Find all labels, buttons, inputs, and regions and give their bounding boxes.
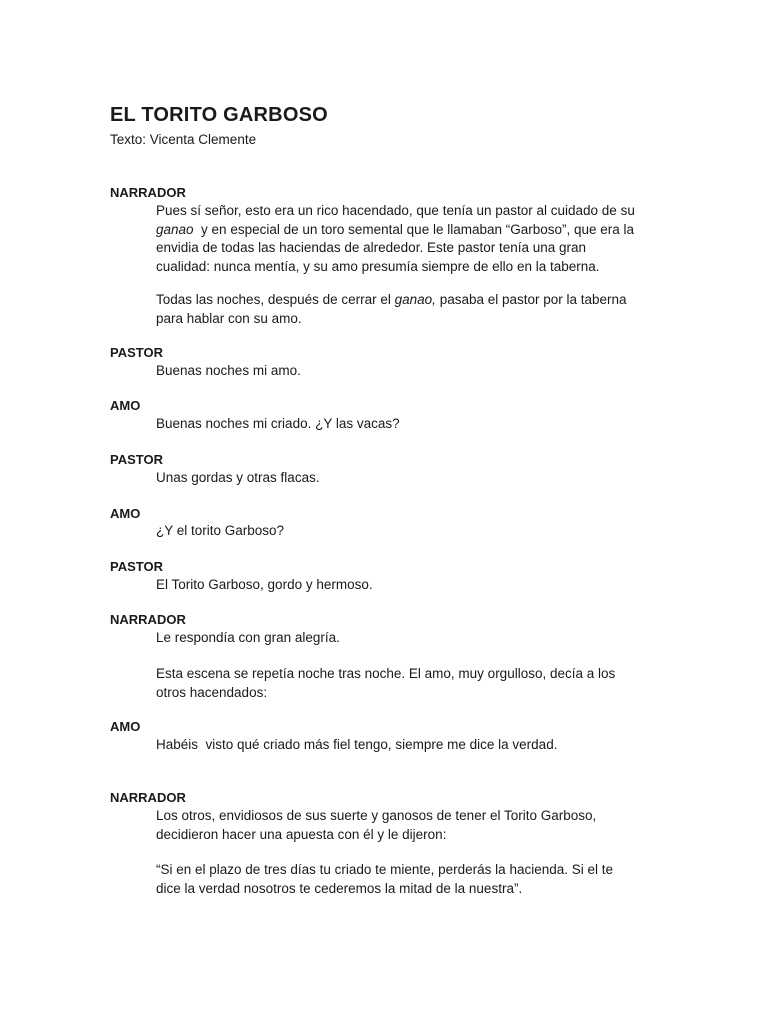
text-run: envidia de todas las haciendas de alrededor. Este pastor tenía una gran	[156, 240, 587, 255]
speaker-label: AMO	[110, 398, 141, 413]
text-run: El Torito Garboso, gordo y hermoso.	[156, 577, 373, 592]
text-run: y en especial de un toro semental que le llamaban “Garboso”, que era la	[193, 221, 635, 237]
text-line	[156, 880, 668, 899]
dialogue-paragraph	[156, 861, 668, 898]
text-line	[156, 629, 668, 648]
text-run: Habéis visto qué criado más fiel tengo, siempre me dice la verdad.	[156, 737, 558, 752]
text-line	[156, 665, 668, 684]
text-run: Buenas noches mi criado. ¿Y las vacas?	[156, 416, 400, 431]
dialogue-paragraph	[156, 736, 668, 755]
document-title: EL TORITO GARBOSO	[110, 104, 328, 126]
italic-text-run: ganao,	[394, 292, 436, 307]
speaker-label: NARRADOR	[110, 185, 186, 200]
dialogue-paragraph	[156, 807, 668, 844]
text-line	[156, 469, 668, 488]
dialogue-paragraph	[156, 576, 668, 595]
speaker-label: AMO	[110, 719, 141, 734]
text-run: pasaba el pastor por la taberna	[435, 292, 627, 307]
speaker-label: PASTOR	[110, 345, 163, 360]
speaker-label: PASTOR	[110, 559, 163, 574]
text-run: cualidad: nunca mentía, y su amo presumía siempre de ello en la taberna.	[156, 258, 600, 274]
text-line	[156, 861, 668, 880]
text-run: ¿Y el torito Garboso?	[156, 523, 285, 538]
text-line	[156, 310, 668, 329]
text-line	[156, 202, 668, 221]
text-line	[156, 576, 668, 595]
document-subtitle: Texto: Vicenta Clemente	[110, 132, 257, 147]
dialogue-paragraph	[156, 665, 668, 702]
text-line	[156, 221, 668, 240]
text-run: dice la verdad nosotros te cederemos la mitad de la nuestra”.	[156, 880, 523, 896]
dialogue-paragraph	[156, 522, 668, 541]
text-run: Buenas noches mi amo.	[156, 363, 301, 378]
text-line	[156, 239, 668, 258]
text-run: Pues sí señor, esto era un rico hacendado, que tenía un pastor al cuidado de su	[156, 203, 635, 218]
text-line	[156, 291, 668, 310]
dialogue-paragraph	[156, 202, 668, 276]
speaker-label: AMO	[110, 506, 141, 521]
text-line	[156, 736, 668, 755]
text-run: “Si en el plazo de tres días tu criado te miente, perderás la hacienda. Si el te	[156, 862, 614, 877]
text-run: Esta escena se repetía noche tras noche. El amo, muy orgulloso, decía a los	[156, 666, 616, 681]
speaker-label: PASTOR	[110, 452, 163, 467]
text-run: Unas gordas y otras flacas.	[156, 470, 320, 485]
text-run: Le respondía con gran alegría.	[156, 630, 340, 645]
speaker-label: NARRADOR	[110, 790, 186, 805]
text-line	[156, 258, 668, 277]
dialogue-paragraph	[156, 629, 668, 648]
dialogue-paragraph	[156, 362, 668, 381]
text-run: Los otros, envidiosos de sus suerte y ganosos de tener el Torito Garboso,	[156, 808, 597, 823]
speaker-label: NARRADOR	[110, 612, 186, 627]
text-line	[156, 522, 668, 541]
text-run: otros hacendados:	[156, 684, 268, 700]
text-line	[156, 807, 668, 826]
text-run: decidieron hacer una apuesta con él y le dijeron:	[156, 826, 447, 842]
italic-text-run: ganao	[156, 221, 194, 237]
text-line	[156, 684, 668, 703]
text-line	[156, 826, 668, 845]
text-line	[156, 415, 668, 434]
text-line	[156, 362, 668, 381]
text-run: Todas las noches, después de cerrar el	[156, 292, 395, 307]
dialogue-paragraph	[156, 469, 668, 488]
text-run: para hablar con su amo.	[156, 310, 302, 326]
dialogue-paragraph	[156, 415, 668, 434]
dialogue-paragraph	[156, 291, 668, 328]
